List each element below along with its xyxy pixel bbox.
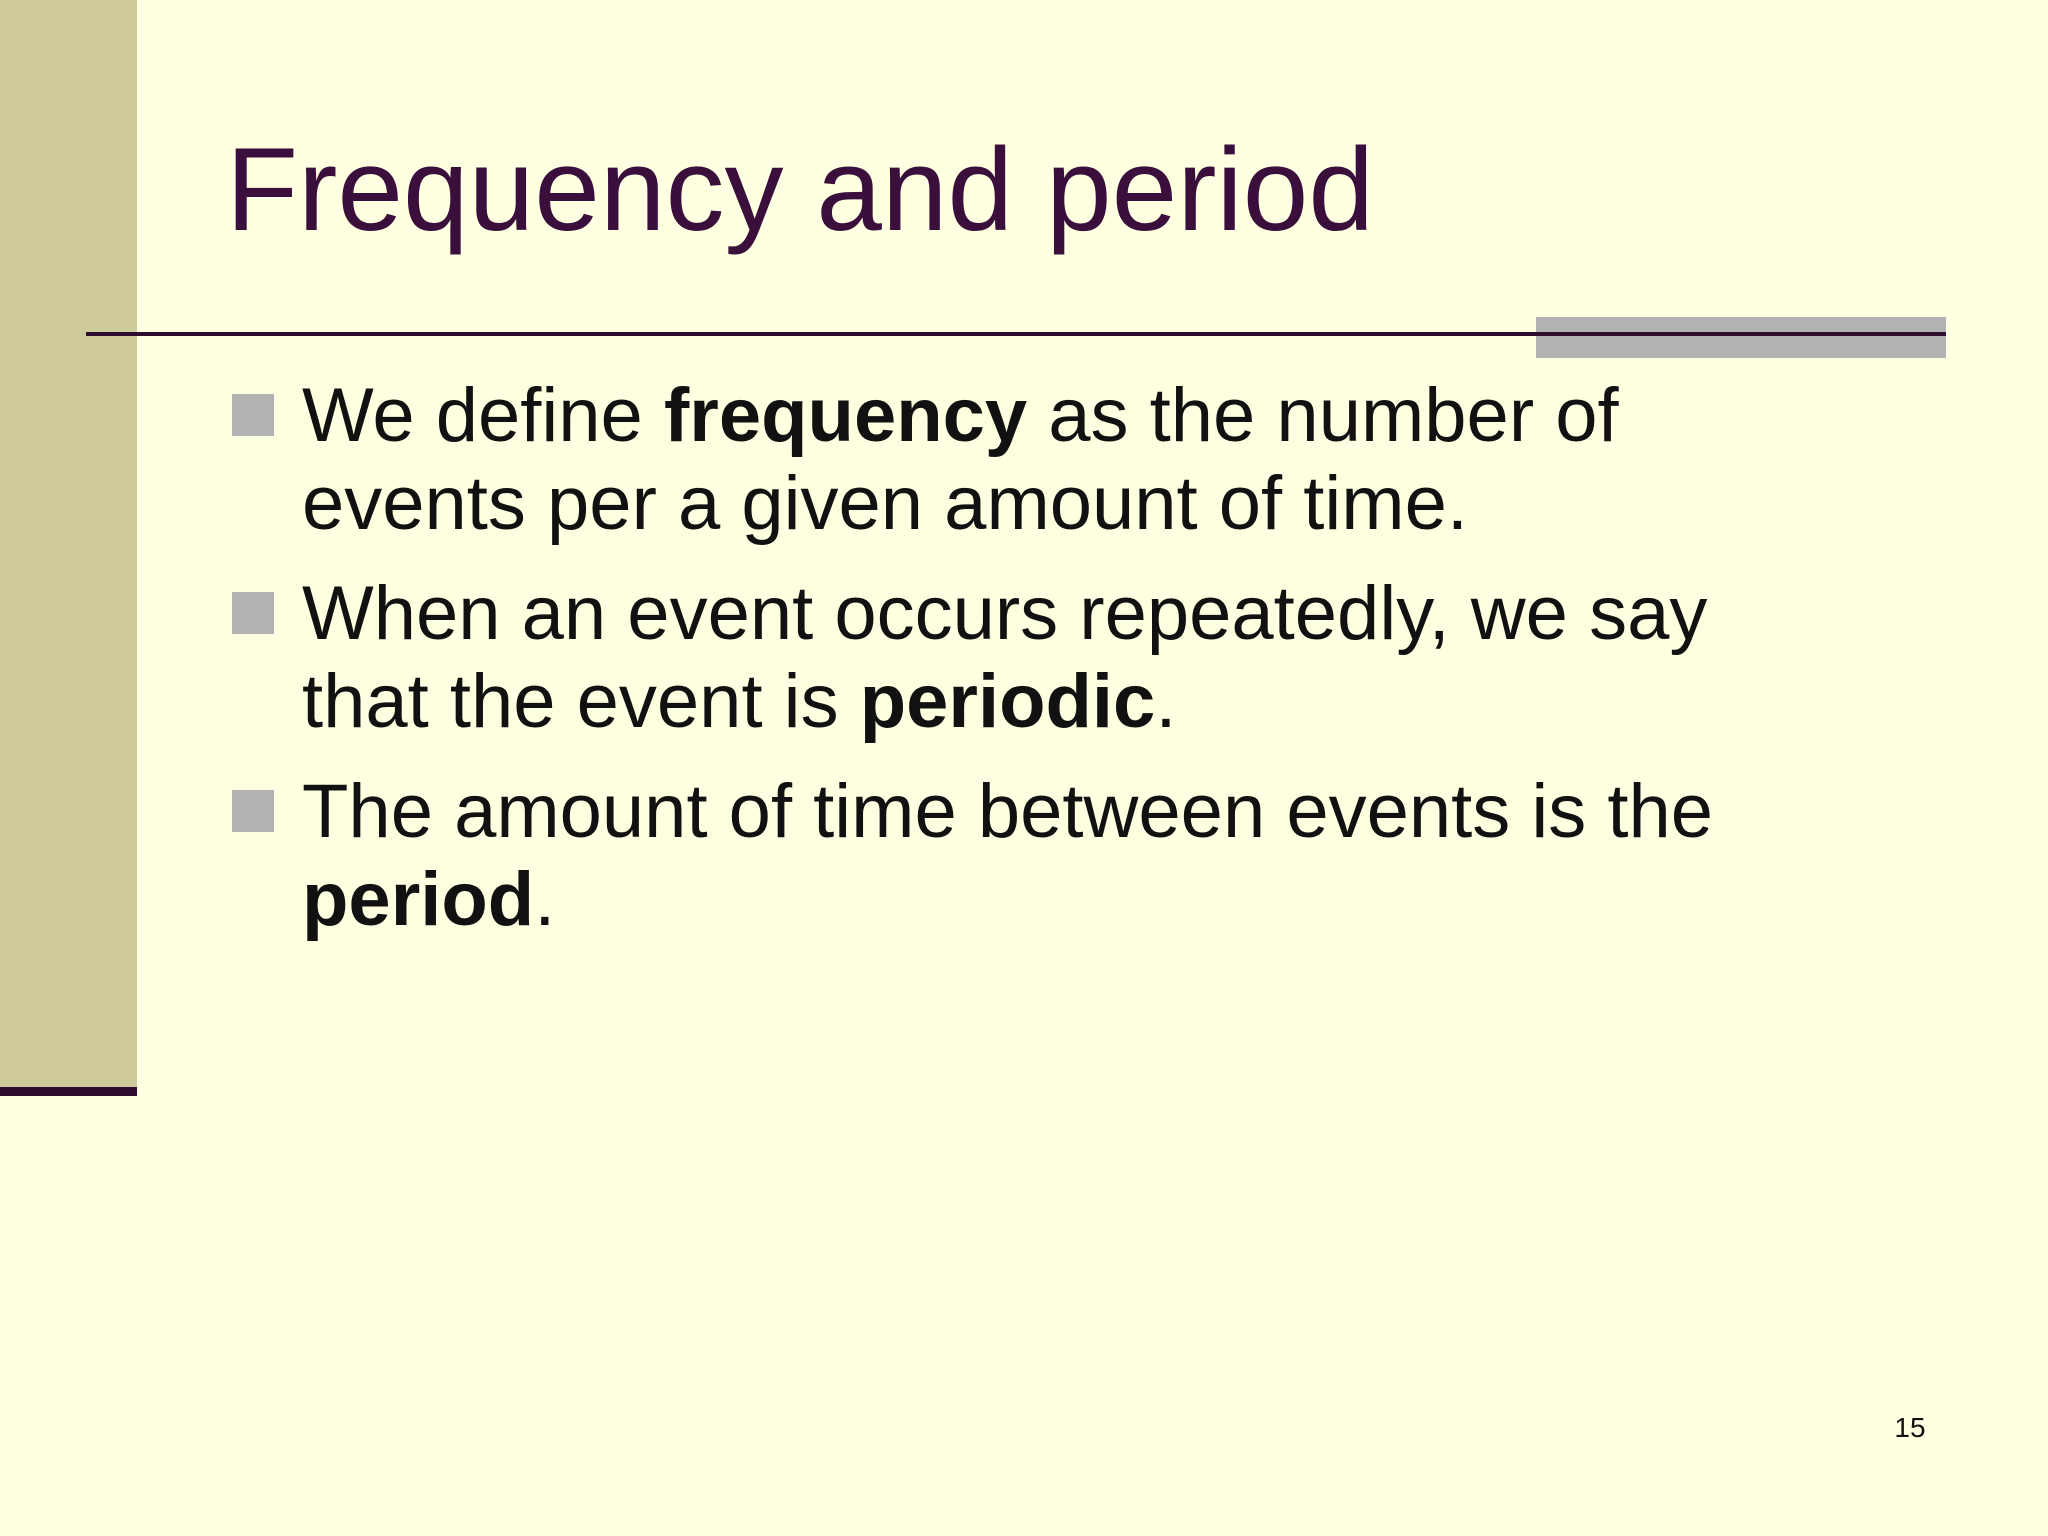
sidebar-accent-bar [0, 0, 137, 1087]
bullet-text-2 [302, 570, 1792, 746]
bullet-1-text-after: as the number of events per a given amount of time. [302, 373, 1619, 546]
bullet-2-text-before: When an event occurs repeatedly, we say that the event is [302, 571, 1708, 744]
square-bullet-icon [232, 394, 274, 436]
slide-title: Frequency and period [226, 124, 1374, 256]
bullet-3-bold-term: period [302, 857, 535, 942]
bullet-item-3 [232, 768, 1792, 944]
bullet-2-text-after: . [1155, 659, 1177, 744]
title-accent-block [1536, 317, 1946, 358]
sidebar-accent-underline [0, 1087, 137, 1096]
bullet-item-2 [232, 570, 1792, 746]
bullet-2-bold-term: periodic [859, 659, 1156, 744]
slide-page-number: 15 [1894, 1412, 1926, 1443]
bullet-text-1 [302, 372, 1792, 548]
bullet-3-text-after: . [534, 857, 556, 942]
square-bullet-icon [232, 592, 274, 634]
bullet-text-3 [302, 768, 1792, 944]
bullet-list [232, 372, 1792, 966]
bullet-3-text-before: The amount of time between events is the [302, 769, 1714, 854]
bullet-item-1 [232, 372, 1792, 548]
bullet-1-text-before: We define [302, 373, 664, 458]
square-bullet-icon [232, 790, 274, 832]
title-divider-rule [86, 332, 1946, 336]
bullet-1-bold-term: frequency [663, 373, 1028, 458]
